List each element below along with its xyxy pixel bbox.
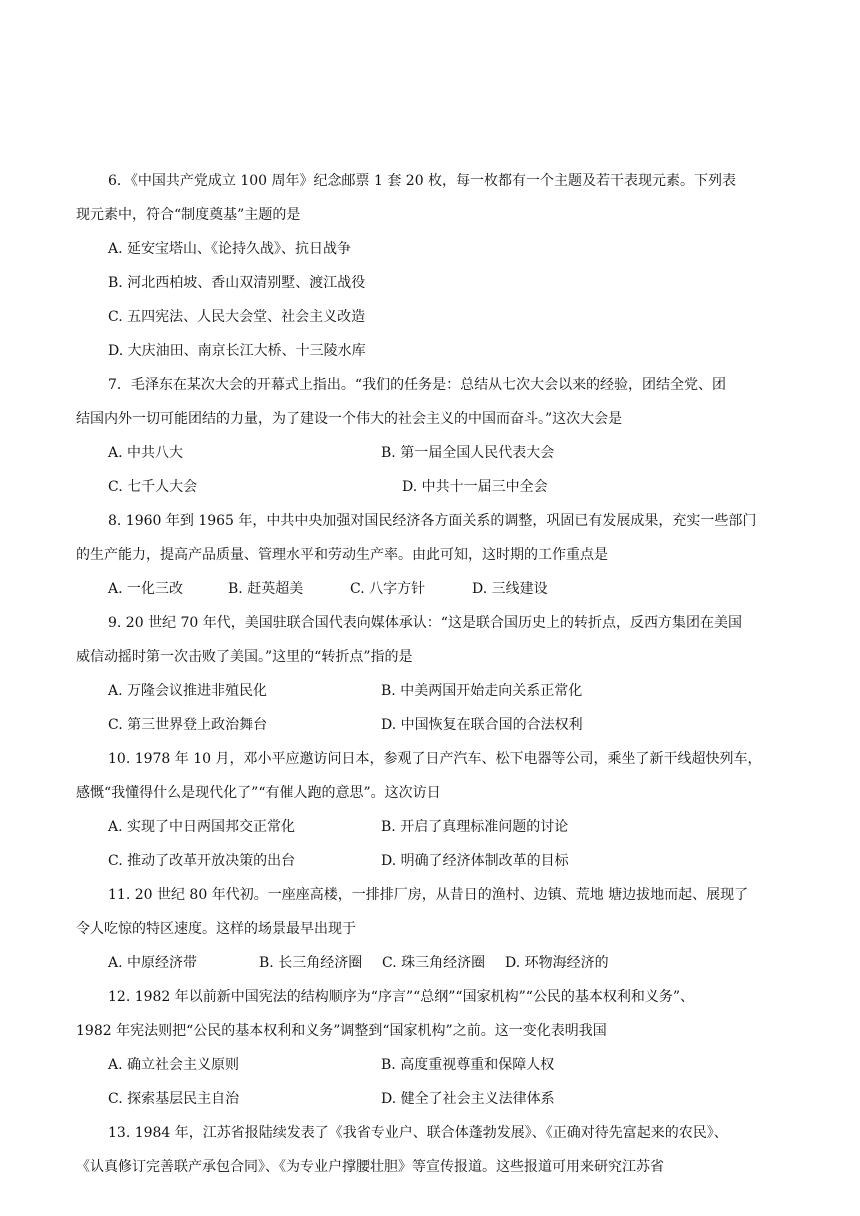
question-8-line-2: 的生产能力，提高产品质量、管理水平和劳动生产率。由此可知，这时期的工作重点是 xyxy=(76,547,608,563)
question-6-option-d: D. 大庆油田、南京长江大桥、十三陵水库 xyxy=(108,343,366,359)
question-9-option-d: D. 中国恢复在联合国的合法权利 xyxy=(381,717,583,733)
question-6-line-1: 6．《中国共产党成立 100 周年》纪念邮票 1 套 20 枚，每一枚都有一个主题及若干表现元素。下列表 xyxy=(108,173,737,189)
question-11-option-d: D. 环物海经济的 xyxy=(505,955,609,971)
question-12-option-a: A. 确立社会主义原则 xyxy=(108,1057,240,1073)
question-6-option-a: A. 延安宝塔山、《论持久战》、抗日战争 xyxy=(108,241,352,257)
question-13-line-1: 13. 1984 年，江苏省报陆续发表了《我省专业户、联合体蓬勃发展》、《正确对待先富起来的农民》、 xyxy=(108,1125,728,1141)
question-12-option-c: C. 探索基层民主自治 xyxy=(108,1091,240,1107)
question-6-option-b: B. 河北西柏坡、香山双清别墅、渡江战役 xyxy=(108,275,366,291)
question-10-option-c: C. 推动了改革开放决策的出台 xyxy=(108,853,296,869)
question-8-option-b: B. 赶英超美 xyxy=(228,581,304,597)
question-12-option-d: D. 健全了社会主义法律体系 xyxy=(381,1091,555,1107)
question-9-line-2: 威信动摇时第一次击败了美国。”这里的“转折点”指的是 xyxy=(76,649,413,665)
question-11-option-b: B. 长三角经济圈 xyxy=(259,955,363,971)
question-10-option-d: D. 明确了经济体制改革的目标 xyxy=(381,853,569,869)
question-13-line-2: 《认真修订完善联产承包合同》、《为专业户撑腰壮胆》等宣传报道。这些报道可用来研究江苏省 xyxy=(76,1159,664,1175)
question-8-option-d: D. 三线建设 xyxy=(472,581,548,597)
question-7-line-2: 结国内外一切可能团结的力量，为了建设一个伟大的社会主义的中国而奋斗。”这次大会是 xyxy=(76,411,623,427)
question-10-option-b: B. 开启了真理标准问题的讨论 xyxy=(381,819,569,835)
question-10-line-1: 10. 1978 年 10 月，邓小平应邀访问日本，参观了日产汽车、松下电器等公司，乘坐了新干线超快列车， xyxy=(108,751,762,767)
question-11-option-c: C. 珠三角经济圈 xyxy=(382,955,486,971)
question-9-option-a: A. 万隆会议推进非殖民化 xyxy=(108,683,268,699)
question-12-line-1: 12. 1982 年以前新中国宪法的结构顺序为“序言”“总纲”“国家机构”“公民的基本权利和义务”、 xyxy=(108,989,695,1005)
question-7-line-1: 7．毛泽东在某次大会的开幕式上指出。“我们的任务是：总结从七次大会以来的经验，团结全党、团 xyxy=(108,377,727,393)
question-9-line-1: 9. 20 世纪 70 年代，美国驻联合国代表向媒体承认：“这是联合国历史上的转折点，反西方集团在美国 xyxy=(108,615,742,631)
question-8-option-a: A. 一化三改 xyxy=(108,581,184,597)
question-11-line-1: 11. 20 世纪 80 年代初。一座座高楼，一排排厂房，从昔日的渔村、边镇、荒地 塘边拔地而起、展现了 xyxy=(108,887,749,903)
question-7-option-b: B. 第一届全国人民代表大会 xyxy=(381,445,555,461)
question-12-option-b: B. 高度重视尊重和保障人权 xyxy=(381,1057,555,1073)
question-7-option-c: C. 七千人大会 xyxy=(108,479,198,495)
question-9-option-b: B. 中美两国开始走向关系正常化 xyxy=(381,683,583,699)
question-7-option-d: D. 中共十一届三中全会 xyxy=(402,479,548,495)
question-11-line-2: 令人吃惊的特区速度。这样的场景最早出现于 xyxy=(76,921,356,937)
question-9-option-c: C. 第三世界登上政治舞台 xyxy=(108,717,268,733)
question-7-option-a: A. 中共八大 xyxy=(108,445,184,461)
question-10-line-2: 感慨“我懂得什么是现代化了”“有催人跑的意思”。这次访日 xyxy=(76,785,441,801)
question-10-option-a: A. 实现了中日两国邦交正常化 xyxy=(108,819,296,835)
question-6-line-2: 现元素中，符合“制度奠基”主题的是 xyxy=(76,207,301,223)
question-6-option-c: C. 五四宪法、人民大会堂、社会主义改造 xyxy=(108,309,366,325)
question-8-option-c: C. 八字方针 xyxy=(350,581,426,597)
question-12-line-2: 1982 年宪法则把“公民的基本权利和义务”调整到“国家机构”之前。这一变化表明我国 xyxy=(76,1023,607,1039)
question-11-option-a: A. 中原经济带 xyxy=(108,955,198,971)
question-8-line-1: 8. 1960 年到 1965 年，中共中央加强对国民经济各方面关系的调整，巩固已有发展成果，充实一些部门 xyxy=(108,513,757,529)
